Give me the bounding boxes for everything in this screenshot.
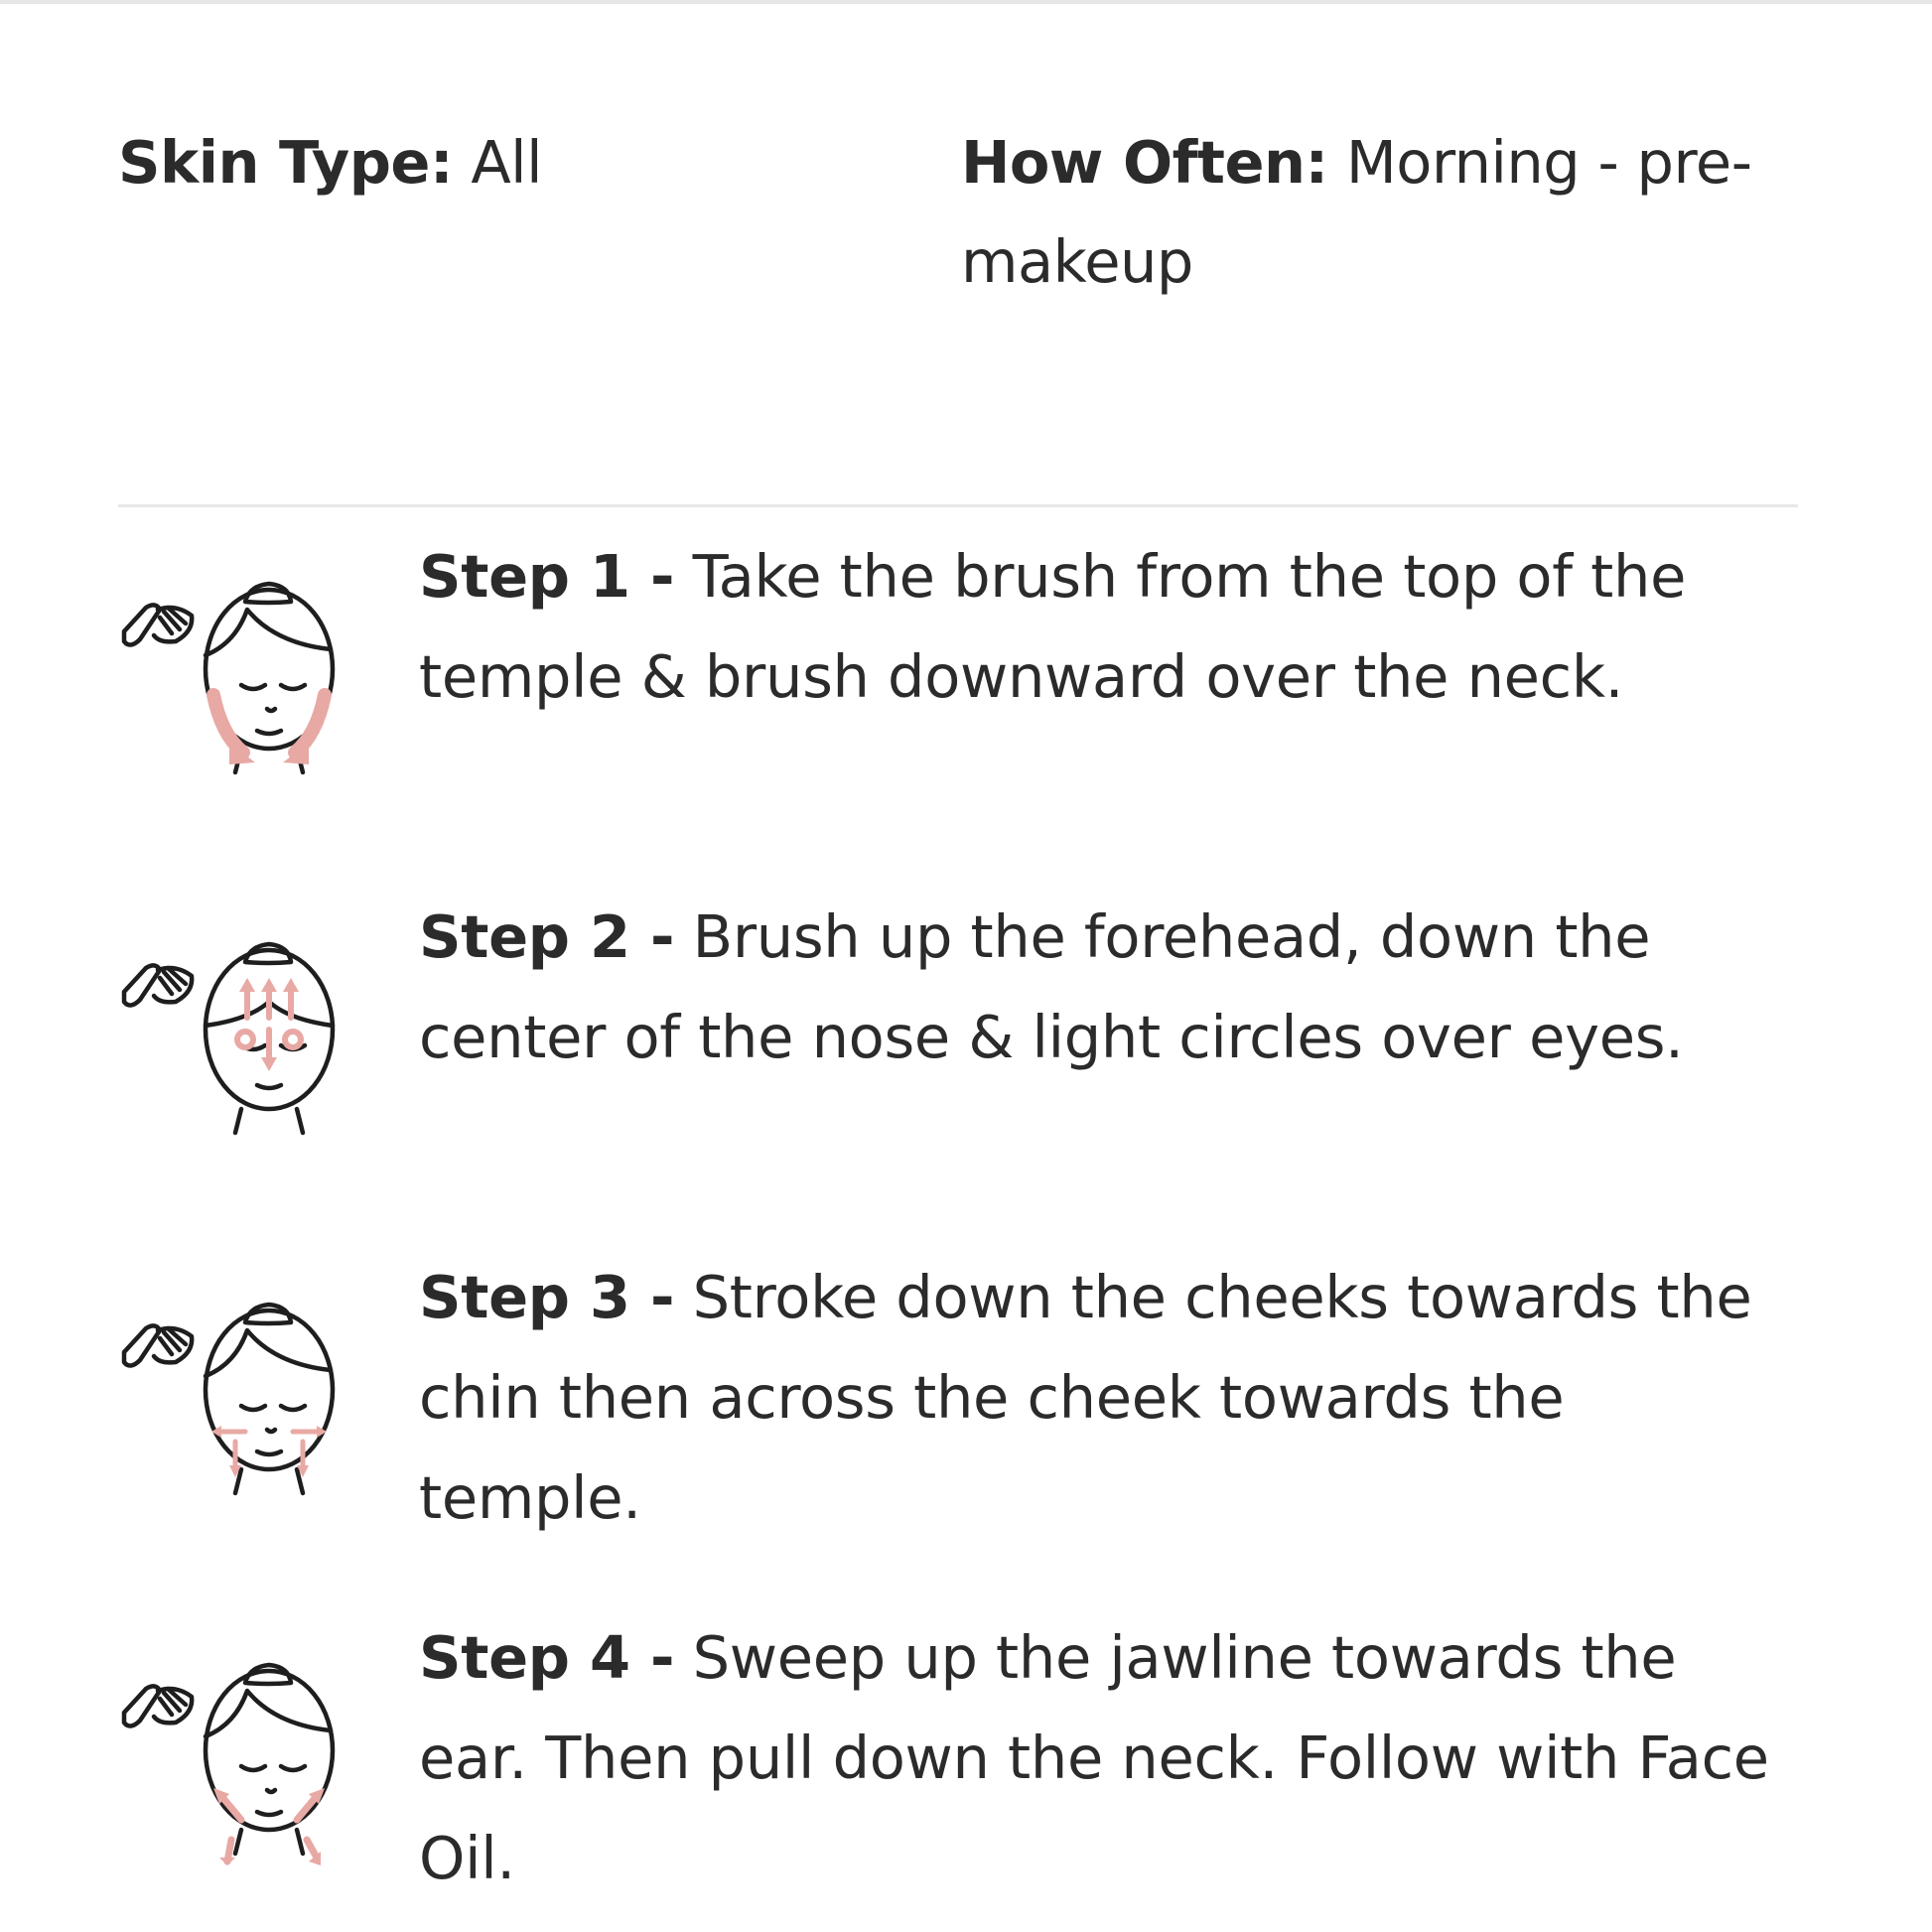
skin-type <box>118 113 813 212</box>
step-1-description: Take the brush from the top of the temple & brush downward over the neck. <box>419 542 1687 711</box>
face-brush-forehead-nose-eyes-icon <box>118 906 356 1145</box>
how-often <box>961 113 1815 312</box>
step-4-text <box>419 1607 1799 1908</box>
skin-type-value: All <box>471 128 542 197</box>
top-rule <box>0 0 1932 4</box>
face-brush-cheeks-icon <box>118 1267 356 1505</box>
step-4 <box>118 1607 1806 1932</box>
step-1 <box>118 526 1806 854</box>
how-often-value: Morning - pre-makeup <box>961 128 1752 296</box>
step-4-description: Sweep up the jawline towards the ear. Then pull down the neck. Follow with Face Oil. <box>419 1623 1769 1892</box>
step-2-label: Step 2 - <box>419 902 675 971</box>
divider <box>118 504 1798 507</box>
step-4-label: Step 4 - <box>419 1623 675 1692</box>
skin-type-label: Skin Type: <box>118 128 454 197</box>
step-3-text <box>419 1247 1799 1548</box>
step-1-label: Step 1 - <box>419 542 675 611</box>
step-1-text <box>419 526 1799 727</box>
step-3 <box>118 1247 1806 1575</box>
how-often-label: How Often: <box>961 128 1328 197</box>
step-3-label: Step 3 - <box>419 1263 675 1331</box>
step-2 <box>118 887 1806 1214</box>
step-3-description: Stroke down the cheeks towards the chin then across the cheek towards the temple. <box>419 1263 1752 1532</box>
face-brush-jawline-neck-icon <box>118 1627 356 1865</box>
step-2-description: Brush up the forehead, down the center of the nose & light circles over eyes. <box>419 902 1684 1071</box>
step-2-text <box>419 887 1799 1087</box>
face-brush-temple-to-neck-icon <box>118 546 356 784</box>
